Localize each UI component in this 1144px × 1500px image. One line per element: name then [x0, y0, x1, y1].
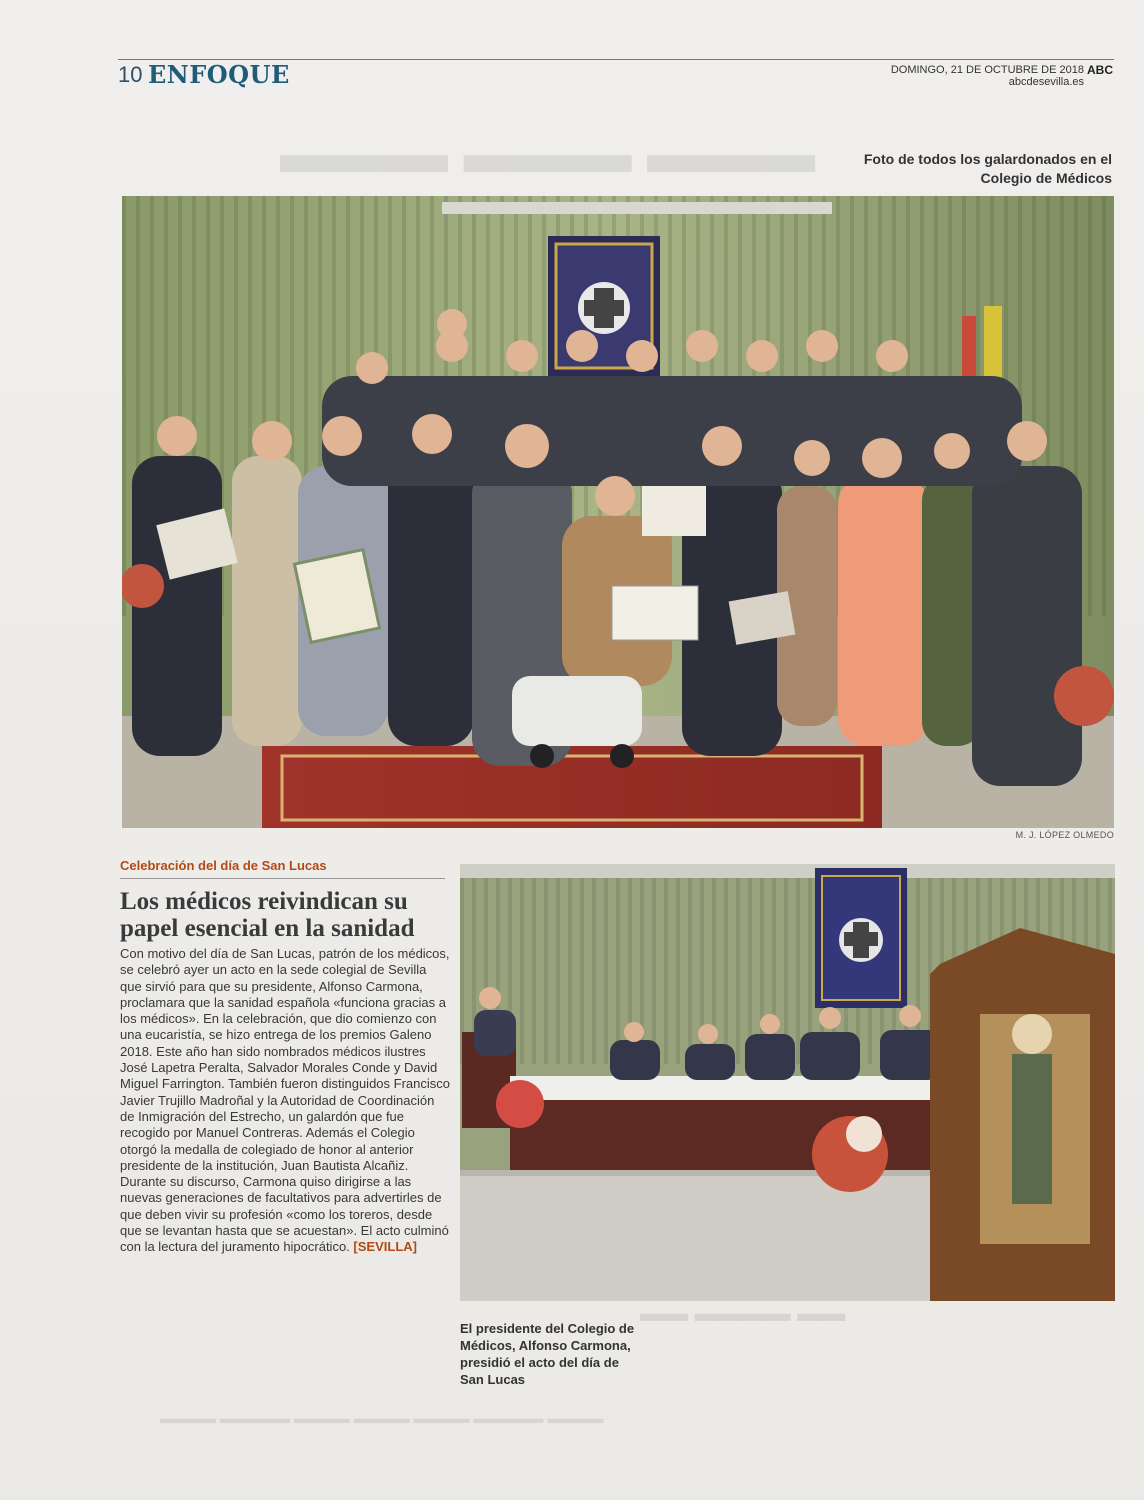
article-signoff: [SEVILLA]: [353, 1239, 417, 1255]
ceremony-photo-caption: El presidente del Colegio de Médicos, Alfonso Carmona, presidió el acto del día de San Lucas: [460, 1321, 635, 1387]
ceremony-photo-image: [460, 864, 1115, 1301]
page-number: 10: [118, 62, 143, 87]
article-headline: Los médicos reivindican su papel esencial en la sanidad: [120, 888, 415, 942]
article-body: [120, 946, 450, 1256]
group-photo: [122, 196, 1114, 828]
section-title: ENFOQUE: [148, 60, 290, 89]
top-photo-caption: Foto de todos los galardonados en el Colegio de Médicos: [863, 151, 1112, 186]
website-url: abcdesevilla.es: [1008, 76, 1084, 88]
show-through-text: ▬▬▬ ▬▬▬ ▬▬▬: [280, 121, 816, 184]
ceremony-photo: [460, 864, 1115, 1301]
group-photo-image: [122, 196, 1114, 828]
show-through-text: ▬▬ ▬▬▬▬ ▬▬: [640, 1300, 846, 1327]
show-through-text: ▬▬▬▬ ▬▬▬▬▬ ▬▬▬▬ ▬▬▬▬ ▬▬▬▬ ▬▬▬▬▬ ▬▬▬▬: [160, 1410, 604, 1426]
kicker-rule: [120, 878, 445, 879]
brand-logo: ABC: [1087, 63, 1113, 77]
article-kicker: Celebración del día de San Lucas: [120, 858, 327, 873]
photo-credit: M. J. LÓPEZ OLMEDO: [1015, 830, 1114, 840]
issue-date: DOMINGO, 21 DE OCTUBRE DE 2018: [890, 64, 1084, 76]
header-dateline: [891, 64, 1084, 88]
article-body-text: Con motivo del día de San Lucas, patrón de los médicos, se celebró ayer un acto en la sede colegial de Sevilla que sirvió para que su presidente, Alfonso Carmona, proclamara que la sanidad española «funciona gracias a los médicos». En la celebración, que dio comienzo con una eucaristía, se hizo entrega de los premios Galeno 2018. Este año han sido nombrados médicos ilustres José Lapetra Peralta, Salvador Morales Conde y David Miguel Farrington. También fueron distinguidos Francisco Javier Trujillo Madroñal y la Autoridad de Coordinación de Inmigración del Estrecho, un galardón que fue recogido por Manuel Contreras. Además el Colegio otorgó la medalla de colegiado de honor al anterior presidente de la institución, Juan Bautista Alcañiz. Durante su discurso, Carmona quiso dirigirse a las nuevas generaciones de facultativos para advertirles de que deben vivir su profesión «como los toreros, desde que se levantan hasta que se acuestan». El acto culminó con la lectura del juramento hipocrático.: [120, 946, 450, 1255]
